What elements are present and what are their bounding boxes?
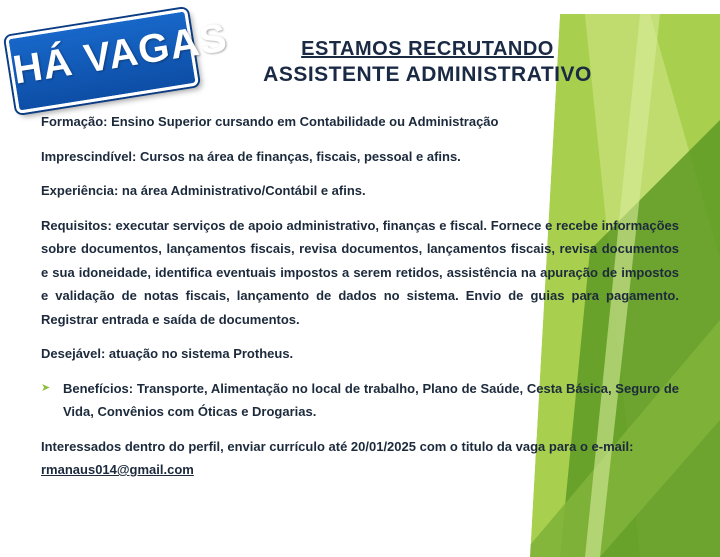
badge-text: HÁ VAGAS: [10, 15, 231, 93]
requisitos-text: Requisitos: executar serviços de apoio administrativo, finanças e fiscal. Fornece e recebe informações sobre documentos, lançamentos fiscais, revisa documentos, lançamentos fiscais, revisa documentos e sua idoneidade, identifica eventuais impostos a serem retidos, assistência na apuração de impostos e validação de notas fiscais, lançamento de dados no sistema. Envio de guias para pagamento. Registrar entrada e saída de documentos.: [41, 217, 679, 327]
arrow-bullet-icon: ➤: [41, 381, 51, 394]
interessados-paragraph: [41, 435, 679, 482]
interessados-text: Interessados dentro do perfil, enviar currículo até 20/01/2025 com o titulo da vaga para o e-mail:: [41, 438, 634, 454]
job-description: [41, 110, 679, 482]
desejavel-text: Desejável: atuação no sistema Protheus.: [41, 346, 294, 361]
beneficios-text: Benefícios: Transporte, Alimentação no local de trabalho, Plano de Saúde, Cesta Básica, Seguro de Vida, Convênios com Óticas e Drogarias.: [63, 380, 679, 419]
email-link[interactable]: rmanaus014@gmail.com: [41, 462, 194, 477]
imprescindivel-text: Imprescindível: Cursos na área de finanças, fiscais, pessoal e afins.: [41, 148, 461, 164]
title-recruiting: ESTAMOS RECRUTANDO: [301, 38, 554, 60]
beneficios-item: [41, 377, 679, 424]
experiencia-text: Experiência: na área Administrativo/Contábil e afins.: [41, 183, 366, 198]
formacao-text: Formação: Ensino Superior cursando em Contabilidade ou Administração: [41, 114, 499, 129]
title-position: ASSISTENTE ADMINISTRATIVO: [263, 63, 592, 86]
